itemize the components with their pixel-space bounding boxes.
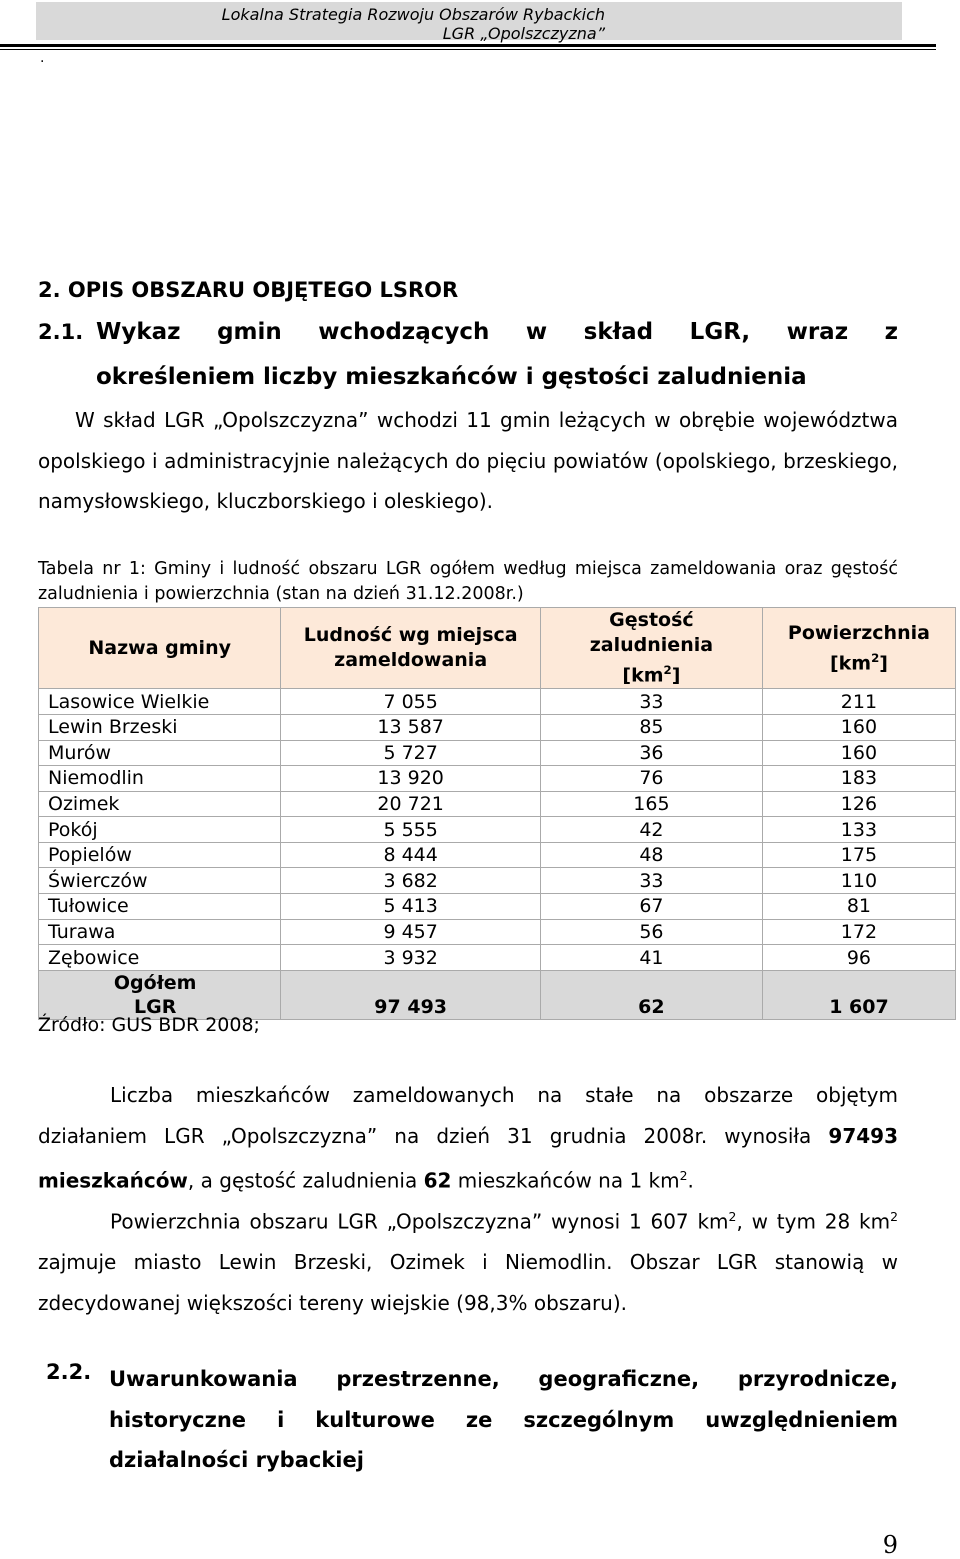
header-area-label: Powierzchnia (787, 621, 930, 644)
cell-density: 85 (540, 714, 762, 740)
table-row (39, 868, 956, 894)
header-density (540, 608, 762, 689)
cell-area: 126 (762, 791, 955, 817)
table-row (39, 714, 956, 740)
table-source: Źródło: GUS BDR 2008; (38, 1014, 260, 1036)
cell-area: 172 (762, 919, 955, 945)
cell-density: 42 (540, 817, 762, 843)
cell-population: 8 444 (281, 842, 541, 868)
header-area-end: ] (879, 651, 888, 674)
summary-p1-d: 62 (423, 1168, 452, 1193)
summary-p2-sup1: 2 (728, 1209, 737, 1224)
table-row (39, 791, 956, 817)
cell-area: 96 (762, 945, 955, 971)
summary-p1-sup: 2 (679, 1168, 688, 1183)
header-population: Ludność wg miejsca zameldowania (281, 608, 541, 689)
summary-paragraph-2 (38, 1197, 898, 1323)
subsection-title-line2: określeniem liczby mieszkańców i gęstości zaludnienia (96, 364, 807, 390)
summary-p2-a: Powierzchnia obszaru LGR „Opolszczyzna” wynosi 1 607 km (110, 1209, 729, 1234)
cell-name: Pokój (39, 817, 281, 843)
cell-density: 67 (540, 894, 762, 920)
cell-density: 41 (540, 945, 762, 971)
cell-total-name (39, 970, 281, 1019)
cell-name: Lasowice Wielkie (39, 689, 281, 715)
header-density-sup: 2 (663, 663, 672, 677)
cell-density: 33 (540, 689, 762, 715)
intro-paragraph: W skład LGR „Opolszczyzna” wchodzi 11 gmin leżących w obrębie województwa opolskiego i administracyjnie należących do pięciu powiatów (opolskiego, brzeskiego, namysłowskiego, kluczborskiego i oleskiego). (38, 408, 898, 513)
cell-area: 110 (762, 868, 955, 894)
cell-name: Ozimek (39, 791, 281, 817)
cell-population: 5 727 (281, 740, 541, 766)
cell-population: 20 721 (281, 791, 541, 817)
cell-area: 175 (762, 842, 955, 868)
summary-p1-e: mieszkańców na 1 km (451, 1168, 680, 1193)
cell-area: 160 (762, 740, 955, 766)
section-title: 2. OPIS OBSZARU OBJĘTEGO LSROR (38, 278, 459, 302)
cell-area: 211 (762, 689, 955, 715)
header-name: Nazwa gminy (39, 608, 281, 689)
cell-density: 165 (540, 791, 762, 817)
cell-density: 33 (540, 868, 762, 894)
header-rule-thin (0, 49, 936, 50)
summary-p2-c: zajmuje miasto Lewin Brzeski, Ozimek i Niemodlin. Obszar LGR stanowią w zdecydowanej większości tereny wiejskie (98,3% obszaru). (38, 1250, 898, 1315)
cell-total-population: 97 493 (281, 970, 541, 1019)
header-area (762, 608, 955, 689)
table-row (39, 842, 956, 868)
cell-population: 7 055 (281, 689, 541, 715)
header-bar (36, 2, 902, 43)
cell-density: 48 (540, 842, 762, 868)
cell-area: 160 (762, 714, 955, 740)
cell-population: 3 682 (281, 868, 541, 894)
table-row (39, 766, 956, 792)
subsection-number: 2.1. (38, 320, 84, 344)
cell-name: Zębowice (39, 945, 281, 971)
header-title: Lokalna Strategia Rozwoju Obszarów Rybackich (221, 5, 605, 24)
table-row (39, 740, 956, 766)
header-density-end: ] (671, 664, 681, 687)
table-total-row (39, 970, 956, 1019)
cell-name: Niemodlin (39, 766, 281, 792)
subsection-22-title: Uwarunkowania przestrzenne, geograficzne, przyrodnicze, historyczne i kulturowe ze szczególnym uwzględnieniem działalności rybackiej (109, 1367, 898, 1472)
header-area-unit: [km (829, 651, 872, 674)
header-subtitle: LGR „Opolszczyzna” (442, 24, 605, 43)
cell-density: 36 (540, 740, 762, 766)
cell-population: 13 587 (281, 714, 541, 740)
table-row (39, 817, 956, 843)
summary-p2-b: , w tym 28 km (736, 1209, 891, 1234)
cell-population: 13 920 (281, 766, 541, 792)
cell-name: Turawa (39, 919, 281, 945)
subsection-title-line1: Wykaz gmin wchodzących w skład LGR, wraz z (96, 319, 898, 345)
summary-p1-c: , a gęstość zaludnienia (187, 1168, 424, 1193)
cell-area: 183 (762, 766, 955, 792)
page-number: 9 (882, 1531, 898, 1559)
cell-name: Murów (39, 740, 281, 766)
cell-total-area: 1 607 (762, 970, 955, 1019)
summary-p1-f: . (687, 1168, 694, 1193)
subsection-22-number: 2.2. (46, 1360, 92, 1384)
cell-name: Lewin Brzeski (39, 714, 281, 740)
table-row (39, 919, 956, 945)
table-row (39, 894, 956, 920)
municipalities-table (38, 607, 956, 1020)
total-label-line2: LGR (134, 995, 177, 1018)
cell-population: 9 457 (281, 919, 541, 945)
cell-area: 133 (762, 817, 955, 843)
cell-density: 76 (540, 766, 762, 792)
cell-density: 56 (540, 919, 762, 945)
cell-population: 3 932 (281, 945, 541, 971)
cell-population: 5 413 (281, 894, 541, 920)
header-density-label: Gęstość zaludnienia (589, 609, 714, 656)
header-dot: . (40, 50, 45, 66)
header-area-sup: 2 (871, 650, 880, 665)
table-row (39, 945, 956, 971)
cell-name: Popielów (39, 842, 281, 868)
total-label-line1: Ogółem (113, 971, 197, 994)
cell-name: Świerczów (39, 868, 281, 894)
summary-p1-a: Liczba mieszkańców zameldowanych na stałe na obszarze objętym działaniem LGR „Opolszczyzna” na dzień 31 grudnia 2008r. wynosiła (38, 1083, 898, 1148)
cell-population: 5 555 (281, 817, 541, 843)
cell-total-density: 62 (540, 970, 762, 1019)
summary-p2-sup2: 2 (890, 1209, 898, 1224)
summary-paragraph-1 (38, 1075, 898, 1201)
table-header-row (39, 608, 956, 689)
header-rule (0, 44, 936, 47)
summary-p1-b: 97493 mieszkańców (38, 1123, 898, 1193)
header-density-unit: [km (622, 664, 664, 687)
cell-area: 81 (762, 894, 955, 920)
table-row (39, 689, 956, 715)
table-caption: Tabela nr 1: Gminy i ludność obszaru LGR ogółem według miejsca zameldowania oraz gęstość zaludnienia i powierzchnia (stan na dzień 31.12.2008r.) (38, 559, 898, 604)
cell-name: Tułowice (39, 894, 281, 920)
